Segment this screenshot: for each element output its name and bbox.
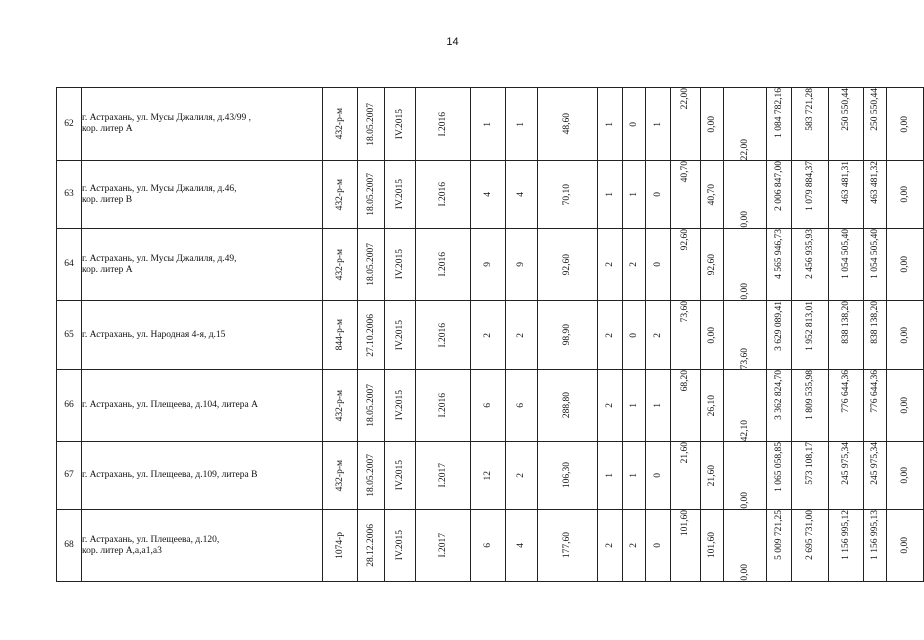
cell-n1: [471, 229, 506, 301]
cell-m4: [864, 510, 887, 582]
address-line: г. Астрахань, ул. Плещеева, д.104, литера А: [82, 400, 258, 411]
cell-value: IV.2015: [394, 179, 405, 210]
cell-c: [646, 442, 671, 510]
cell-value: IV.2015: [394, 108, 405, 140]
address-cell: [82, 370, 323, 442]
cell-value: 106,30: [562, 462, 573, 489]
cell-value: 101,60: [680, 510, 691, 537]
cell-value: 4: [516, 192, 527, 197]
cell-value: 1: [628, 473, 639, 478]
cell-value: 1 084 782,16: [773, 88, 784, 138]
cell-m4: [864, 370, 887, 442]
cell-value: 1: [604, 192, 615, 197]
cell-q1: [385, 161, 416, 229]
cell-value: 0,00: [899, 397, 910, 414]
cell-value: 0,00: [739, 211, 750, 228]
cell-m3: [829, 88, 864, 161]
cell-s2: [701, 510, 724, 582]
cell-m5: [887, 442, 924, 510]
cell-c: [646, 229, 671, 301]
row-number: 66: [57, 370, 82, 442]
cell-m4: [864, 301, 887, 370]
cell-s2: [701, 301, 724, 370]
cell-a: [598, 88, 623, 161]
row-number: 65: [57, 301, 82, 370]
cell-m3: [829, 161, 864, 229]
cell-b: [623, 442, 646, 510]
cell-n1: [471, 88, 506, 161]
cell-a: [598, 229, 623, 301]
cell-s3: [724, 88, 767, 161]
cell-a: [598, 442, 623, 510]
cell-q2: [416, 161, 471, 229]
cell-q1: [385, 229, 416, 301]
cell-value: 70,10: [562, 183, 573, 206]
table-row: [57, 88, 924, 161]
cell-value: 0,00: [899, 537, 910, 554]
cell-value: 177,60: [562, 532, 573, 559]
cell-value: 432-р-м: [334, 459, 345, 492]
cell-n1: [471, 442, 506, 510]
cell-value: 1: [652, 121, 663, 127]
cell-value: 0,00: [899, 115, 910, 133]
cell-s2: [701, 370, 724, 442]
cell-value: 1 054 505,40: [840, 229, 851, 279]
cell-value: IV.2015: [394, 390, 405, 421]
cell-area: [538, 301, 598, 370]
cell-value: 432-р-м: [334, 178, 345, 211]
cell-value: 1: [604, 121, 615, 127]
cell-value: 27.10.2006: [365, 313, 376, 357]
cell-value: 5 009 721,25: [773, 510, 784, 560]
cell-value: 432-р-м: [334, 389, 345, 422]
cell-value: 2: [604, 262, 615, 267]
cell-m5: [887, 510, 924, 582]
cell-value: 838 138,20: [840, 301, 851, 344]
cell-n2: [506, 442, 538, 510]
cell-value: 1074-р: [334, 532, 345, 559]
address-line: кор. литер А: [82, 264, 133, 275]
cell-value: 245 975,34: [869, 442, 880, 485]
cell-value: 40,70: [680, 161, 691, 183]
cell-value: 2: [604, 403, 615, 408]
cell-value: 9: [516, 262, 527, 267]
cell-m1: [767, 88, 792, 161]
cell-b: [623, 88, 646, 161]
cell-m4: [864, 88, 887, 161]
cell-b: [623, 161, 646, 229]
cell-s2: [701, 229, 724, 301]
cell-c: [646, 510, 671, 582]
table-row: [57, 301, 924, 370]
cell-area: [538, 370, 598, 442]
table-row: [57, 510, 924, 582]
cell-s3: [724, 301, 767, 370]
cell-m5: [887, 301, 924, 370]
cell-value: 0,00: [739, 283, 750, 300]
cell-q2: [416, 88, 471, 161]
cell-value: 1 054 505,40: [869, 229, 880, 279]
cell-s3: [724, 442, 767, 510]
cell-value: 22,00: [739, 138, 750, 160]
cell-date: [358, 370, 385, 442]
cell-value: 22,00: [680, 88, 691, 110]
cell-value: 21,60: [680, 442, 691, 464]
cell-s3: [724, 161, 767, 229]
cell-value: 0: [652, 262, 663, 267]
cell-value: 573 108,17: [804, 442, 815, 485]
cell-q1: [385, 442, 416, 510]
cell-m5: [887, 88, 924, 161]
cell-b: [623, 229, 646, 301]
cell-value: 0,00: [739, 564, 750, 581]
cell-value: 1: [652, 403, 663, 408]
cell-area: [538, 229, 598, 301]
cell-value: I.2016: [437, 182, 448, 207]
cell-value: 98,90: [562, 324, 573, 346]
cell-area: [538, 510, 598, 582]
address-line: г. Астрахань, ул. Народная 4-я, д.15: [82, 329, 226, 340]
cell-doc: [323, 510, 358, 582]
cell-doc: [323, 161, 358, 229]
cell-value: 18.05.2007: [365, 454, 376, 497]
cell-value: 42,10: [739, 419, 750, 441]
cell-value: 0: [628, 121, 639, 127]
cell-n1: [471, 161, 506, 229]
cell-value: 2 006 847,00: [773, 161, 784, 211]
cell-doc: [323, 442, 358, 510]
cell-m3: [829, 370, 864, 442]
cell-value: 1 079 884,37: [804, 161, 815, 211]
cell-n1: [471, 301, 506, 370]
cell-value: 73,60: [680, 301, 691, 323]
cell-value: 6: [482, 403, 493, 408]
cell-value: 73,60: [739, 347, 750, 369]
cell-value: 2: [604, 543, 615, 548]
cell-value: 1 156 995,13: [869, 510, 880, 560]
cell-m1: [767, 370, 792, 442]
table-row: [57, 370, 924, 442]
cell-value: 776 644,36: [869, 370, 880, 413]
cell-value: 2: [516, 473, 527, 478]
cell-m4: [864, 442, 887, 510]
cell-value: 4 565 946,73: [773, 229, 784, 279]
cell-value: IV.2015: [394, 319, 405, 351]
cell-value: 4: [516, 543, 527, 548]
cell-date: [358, 161, 385, 229]
cell-value: 432-р-м: [334, 248, 345, 281]
cell-value: 2: [628, 543, 639, 548]
cell-m2: [792, 161, 829, 229]
cell-value: 18.05.2007: [365, 384, 376, 427]
cell-s1: [671, 229, 701, 301]
cell-value: 2: [628, 262, 639, 267]
cell-value: 1 952 813,01: [804, 301, 815, 351]
cell-m1: [767, 442, 792, 510]
cell-value: I.2017: [437, 463, 448, 488]
cell-s1: [671, 88, 701, 161]
cell-value: 463 481,31: [840, 161, 851, 204]
cell-value: 1 809 535,98: [804, 370, 815, 420]
cell-value: 2: [604, 332, 615, 338]
cell-value: 0,00: [899, 256, 910, 273]
cell-value: 1 156 995,12: [840, 510, 851, 560]
cell-a: [598, 510, 623, 582]
cell-m1: [767, 229, 792, 301]
cell-value: 776 644,36: [840, 370, 851, 413]
cell-date: [358, 229, 385, 301]
cell-s2: [701, 442, 724, 510]
cell-q1: [385, 301, 416, 370]
cell-value: 0,00: [899, 326, 910, 344]
cell-value: 68,20: [680, 370, 691, 392]
address-line: г. Астрахань, ул. Мусы Джалиля, д.46,: [82, 183, 237, 194]
cell-m5: [887, 370, 924, 442]
cell-value: 288,80: [562, 392, 573, 419]
cell-b: [623, 510, 646, 582]
cell-value: 2 456 935,93: [804, 229, 815, 279]
cell-value: 18.05.2007: [365, 173, 376, 216]
cell-value: 0,00: [739, 492, 750, 509]
cell-b: [623, 370, 646, 442]
cell-b: [623, 301, 646, 370]
table-row: [57, 161, 924, 229]
cell-m2: [792, 88, 829, 161]
cell-value: 2: [652, 332, 663, 338]
cell-s3: [724, 510, 767, 582]
cell-area: [538, 88, 598, 161]
cell-m2: [792, 442, 829, 510]
cell-value: 1: [482, 121, 493, 127]
cell-value: 1: [604, 473, 615, 478]
cell-date: [358, 301, 385, 370]
cell-value: 28.12.2006: [365, 524, 376, 567]
cell-value: 48,60: [562, 113, 573, 135]
address-line: кор. литер А: [82, 124, 133, 134]
cell-value: I.2016: [437, 111, 448, 137]
housing-register-table: [56, 87, 924, 582]
address-line: г. Астрахань, ул. Мусы Джалиля, д.49,: [82, 253, 237, 264]
cell-m1: [767, 301, 792, 370]
cell-m1: [767, 161, 792, 229]
cell-value: 92,60: [680, 229, 691, 251]
cell-value: 101,60: [706, 532, 717, 559]
cell-value: 583 721,28: [804, 88, 815, 131]
cell-value: 2: [516, 332, 527, 338]
address-cell: [82, 229, 323, 301]
cell-n2: [506, 370, 538, 442]
cell-value: 245 975,34: [840, 442, 851, 485]
page-number: 14: [446, 36, 459, 48]
cell-doc: [323, 301, 358, 370]
cell-value: 92,60: [706, 253, 717, 276]
cell-value: 0,00: [706, 115, 717, 133]
cell-m3: [829, 301, 864, 370]
address-cell: [82, 301, 323, 370]
row-number: 62: [57, 88, 82, 161]
cell-doc: [323, 229, 358, 301]
cell-value: 2: [482, 332, 493, 338]
cell-n1: [471, 510, 506, 582]
cell-value: 92,60: [562, 253, 573, 276]
cell-c: [646, 301, 671, 370]
cell-s1: [671, 510, 701, 582]
row-number: 68: [57, 510, 82, 582]
cell-n2: [506, 161, 538, 229]
cell-q1: [385, 370, 416, 442]
cell-s1: [671, 161, 701, 229]
cell-value: 3 362 824,70: [773, 370, 784, 420]
row-number: 64: [57, 229, 82, 301]
cell-value: 2 695 731,00: [804, 510, 815, 560]
cell-c: [646, 88, 671, 161]
cell-value: I.2017: [437, 533, 448, 558]
cell-s3: [724, 229, 767, 301]
cell-m4: [864, 161, 887, 229]
cell-value: I.2016: [437, 252, 448, 277]
cell-value: 0,00: [706, 326, 717, 344]
cell-m2: [792, 370, 829, 442]
cell-value: I.2016: [437, 393, 448, 418]
cell-value: IV.2015: [394, 530, 405, 561]
cell-value: 0,00: [899, 186, 910, 203]
cell-value: 1: [628, 403, 639, 408]
cell-value: 1: [628, 192, 639, 197]
cell-m2: [792, 510, 829, 582]
address-cell: [82, 442, 323, 510]
address-line: кор. литер А,а,а1,а3: [82, 545, 162, 556]
cell-value: 0: [652, 473, 663, 478]
cell-m3: [829, 442, 864, 510]
cell-value: IV.2015: [394, 249, 405, 280]
cell-value: 838 138,20: [869, 301, 880, 344]
cell-value: 432-р-м: [334, 108, 345, 140]
cell-m2: [792, 301, 829, 370]
cell-value: 21,60: [706, 464, 717, 487]
cell-date: [358, 442, 385, 510]
address-cell: [82, 510, 323, 582]
cell-q1: [385, 88, 416, 161]
cell-s1: [671, 370, 701, 442]
cell-m2: [792, 229, 829, 301]
cell-value: 40,70: [706, 183, 717, 206]
cell-a: [598, 161, 623, 229]
cell-q1: [385, 510, 416, 582]
cell-value: 0,00: [899, 467, 910, 484]
cell-q2: [416, 301, 471, 370]
row-number: 67: [57, 442, 82, 510]
cell-q2: [416, 229, 471, 301]
cell-s2: [701, 161, 724, 229]
cell-value: 3 629 089,41: [773, 301, 784, 351]
cell-value: 0: [652, 543, 663, 548]
address-cell: [82, 161, 323, 229]
cell-n2: [506, 88, 538, 161]
cell-a: [598, 370, 623, 442]
cell-q2: [416, 510, 471, 582]
cell-date: [358, 88, 385, 161]
cell-n2: [506, 301, 538, 370]
cell-q2: [416, 370, 471, 442]
cell-s1: [671, 301, 701, 370]
cell-doc: [323, 88, 358, 161]
cell-value: 250 550,44: [840, 88, 851, 131]
cell-value: 4: [482, 192, 493, 197]
table-row: [57, 229, 924, 301]
address-line: г. Астрахань, ул. Мусы Джалиля, д.43/99 ,: [82, 113, 252, 124]
cell-value: 844-р-м: [334, 319, 345, 351]
cell-c: [646, 161, 671, 229]
cell-value: 6: [516, 403, 527, 408]
cell-value: 250 550,44: [869, 88, 880, 131]
cell-a: [598, 301, 623, 370]
cell-area: [538, 161, 598, 229]
cell-value: 26,10: [706, 394, 717, 417]
cell-value: 463 481,32: [869, 161, 880, 204]
cell-m4: [864, 229, 887, 301]
cell-n2: [506, 510, 538, 582]
cell-s3: [724, 370, 767, 442]
address-line: кор. литер В: [82, 194, 133, 205]
cell-area: [538, 442, 598, 510]
cell-c: [646, 370, 671, 442]
cell-m1: [767, 510, 792, 582]
cell-value: 0: [628, 332, 639, 338]
cell-q2: [416, 442, 471, 510]
cell-value: 6: [482, 543, 493, 548]
cell-value: IV.2015: [394, 460, 405, 491]
cell-m5: [887, 229, 924, 301]
cell-s1: [671, 442, 701, 510]
cell-value: 12: [482, 470, 493, 481]
cell-doc: [323, 370, 358, 442]
cell-n1: [471, 370, 506, 442]
cell-value: 1: [516, 121, 527, 127]
cell-date: [358, 510, 385, 582]
cell-value: 9: [482, 262, 493, 267]
cell-s2: [701, 88, 724, 161]
cell-n2: [506, 229, 538, 301]
address-cell: [82, 88, 323, 161]
address-line: г. Астрахань, ул. Плещеева, д.109, литера В: [82, 470, 258, 481]
address-line: г. Астрахань, ул. Плещеева, д.120,: [82, 534, 220, 545]
cell-m5: [887, 161, 924, 229]
cell-value: I.2016: [437, 322, 448, 348]
cell-value: 1 065 058,85: [773, 442, 784, 492]
cell-value: 18.05.2007: [365, 243, 376, 286]
row-number: 63: [57, 161, 82, 229]
cell-value: 0: [652, 192, 663, 197]
cell-value: 18.05.2007: [365, 102, 376, 146]
table-row: [57, 442, 924, 510]
cell-m3: [829, 510, 864, 582]
cell-m3: [829, 229, 864, 301]
